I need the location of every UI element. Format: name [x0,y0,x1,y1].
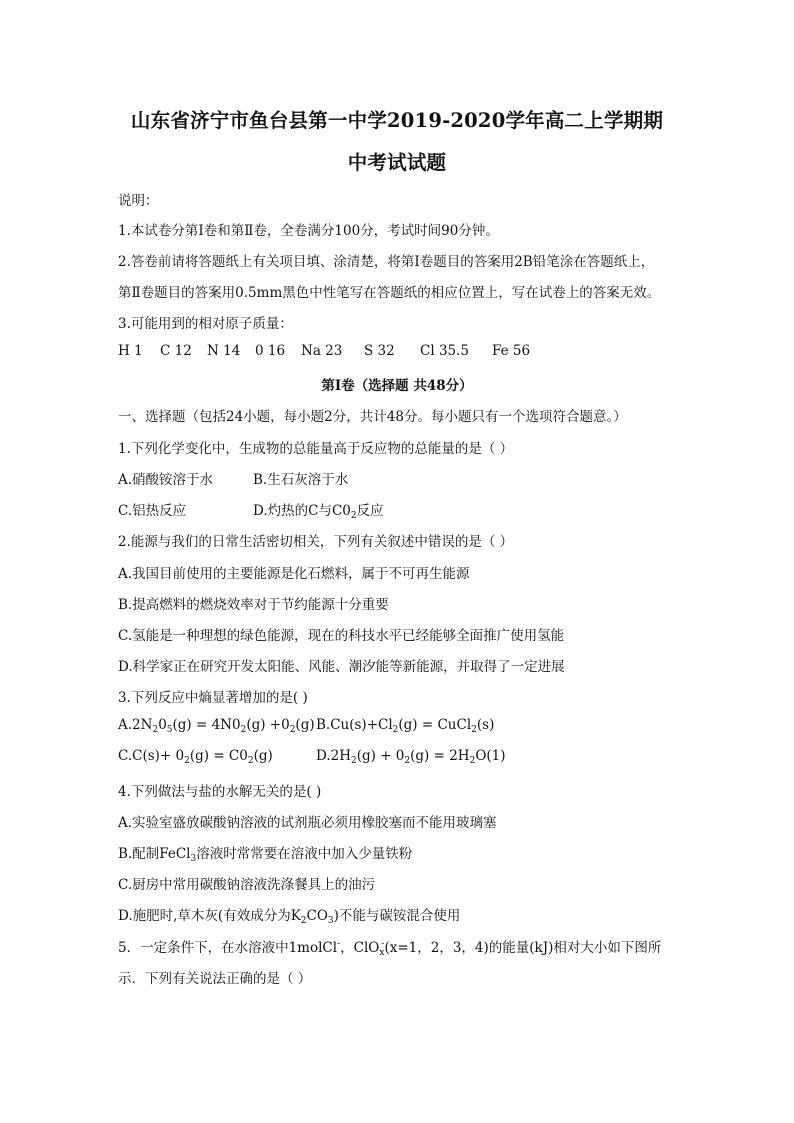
page-title: 山东省济宁市鱼台县第一中学2019-2020学年高二上学期期 [130,109,664,132]
option-b: $B.Cu(s)+Cl_2(g)$ = CuCl$_2$(s) [316,717,495,735]
question-1-options-cd [118,499,384,521]
atom-mass: H 1 [118,343,143,359]
option-d: D.科学家正在研究开发太阳能、风能、潮汐能等新能源，并取得了一定进展 [118,659,565,675]
question-1-options-ab [118,468,348,488]
atom-mass: N 14 [207,343,241,359]
atom-mass: 0 16 [255,343,286,359]
atomic-masses [118,343,542,359]
option-b: B.提高燃料的燃烧效率对于节约能源十分重要 [118,597,389,613]
instruction-2b: 第Ⅱ卷题目的答案用0.5mm黑色中性笔写在答题纸的相应位置上，写在试卷上的答案无效。 [118,285,661,301]
option-c: C.厨房中常用碳酸钠溶液洗涤餐具上的油污 [118,877,376,893]
question-4-stem: 4.下列做法与盐的水解无关的是( ) [118,784,322,800]
instruction-3: 3.可能用到的相对原子质量： [118,316,293,332]
option-a: A.我国目前使用的主要能源是化石燃料，属于不可再生能源 [118,566,470,582]
option-c: $C.C(s)+ 0_2(g) = C0_2(g)$ [118,748,273,766]
page-title-line2: 中考试试题 [347,151,447,174]
question-5-stem-line2: 示．下列有关说法正确的是（ ） [118,971,312,987]
option-a: $A.2N_20_5(g) = 4N0_2(g) +0_2(g)$ [118,717,315,735]
option-d: D.灼热的C与$C0_2$反应 [253,503,384,521]
question-1-stem: 1.下列化学变化中，生成物的总能量高于反应物的总能量的是（ ） [118,441,514,457]
section-intro: 一、选择题（包括24小题，每小题2分，共计48分。每小题只有一个选项符合题意。） [118,409,627,425]
option-b: B.生石灰溶于水 [253,472,349,488]
question-3-stem: 3.下列反应中熵显著增加的是( ) [118,690,308,706]
atom-mass: C 12 [160,343,192,359]
question-2-stem: 2.能源与我们的日常生活密切相关，下列有关叙述中错误的是（ ） [118,534,514,550]
option-a: A.硝酸铵溶于水 [118,472,214,488]
instructions-heading: 说明： [118,193,159,209]
instruction-1: 1.本试卷分第Ⅰ卷和第Ⅱ卷，全卷满分100分，考试时间90分钟。 [118,223,499,239]
option-c: C.氢能是一种理想的绿色能源，现在的科技水平已经能够全面推广使用氢能 [118,628,565,644]
question-3-options-cd [118,748,506,766]
option-c: C.铝热反应 [118,503,187,519]
option-b: B.配制FeCl$_3$溶液时常常要在溶液中加入少量铁粉 [118,846,413,864]
option-d: D.施肥时,草木灰(有效成分为$K_2CO_3$)不能与碳铵混合使用 [118,908,461,926]
atom-mass: Fe 56 [492,343,531,359]
option-d: $D.2H_2(g) + 0_2(g) = 2H_2O(1)$ [316,748,506,766]
section-heading: 第Ⅰ卷（选择题 共48分） [321,378,473,394]
option-a: A.实验室盛放碳酸钠溶液的试剂瓶必须用橡胶塞而不能用玻璃塞 [118,815,497,831]
atom-mass: Cl 35.5 [420,343,469,359]
question-3-options-ab [118,717,494,735]
instruction-2a: 2.答卷前请将答题纸上有关项目填、涂清楚，将第Ⅰ卷题目的答案用2B铅笔涂在答题纸上， [118,254,655,270]
atom-mass: Na 23 [301,343,343,359]
atom-mass: S 32 [364,343,395,359]
question-5-stem: 5．一定条件下，在水溶液中1molCl-，ClO$_x$-(x=1，2，3，4)的能量(kJ)相对大小如下图所 [118,939,662,958]
